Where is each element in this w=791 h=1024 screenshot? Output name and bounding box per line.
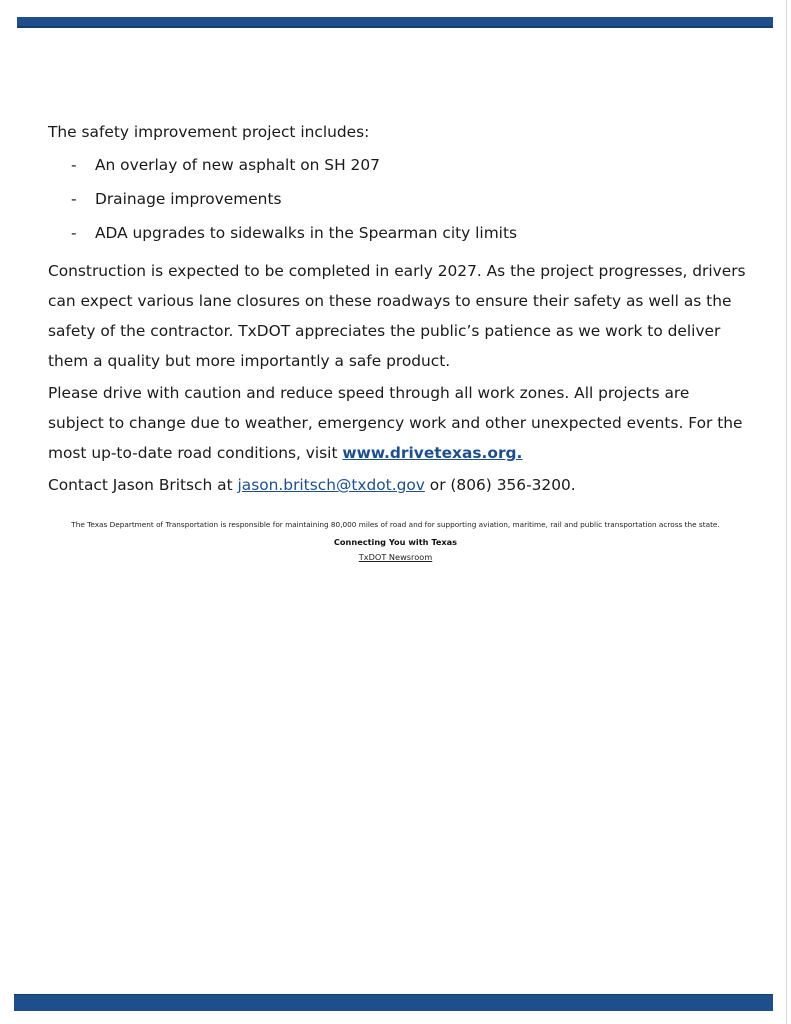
- newsroom-link[interactable]: TxDOT Newsroom: [358, 552, 433, 562]
- contact-line: [48, 470, 748, 500]
- email-link[interactable]: jason.britsch@txdot.gov: [237, 476, 425, 494]
- footer: [0, 518, 791, 564]
- list-item-text: An overlay of new asphalt on SH 207: [95, 156, 380, 174]
- list-item-text: ADA upgrades to sidewalks in the Spearman city limits: [95, 224, 518, 242]
- footer-tagline: Connecting You with Texas: [333, 537, 458, 547]
- construction-paragraph: Construction is expected to be completed in early 2027. As the project progresses, drivers can expect various lane closures on these roadways to ensure their safety as well as the safety of the contractor. TxDOT appreciates the public’s patience as we work to deliver them a quality but more importantly a safe product.: [48, 262, 746, 370]
- footer-bar: [14, 994, 773, 1011]
- list-item: [48, 184, 748, 218]
- body-content: [48, 117, 748, 500]
- header-bar: [17, 17, 773, 28]
- page-edge: [786, 0, 787, 1024]
- caution-text: Please drive with caution and reduce speed through all work zones. All projects are subject to change due to weather, emergency work and other unexpected events. For the most up-to-date road conditions, visit: [48, 384, 743, 462]
- contact-prefix: Contact Jason Britsch at: [48, 476, 238, 494]
- list-item: [48, 218, 748, 252]
- intro-text: The safety improvement project includes:: [48, 123, 370, 141]
- bullet-dash: -: [71, 224, 77, 242]
- bullet-dash: -: [71, 190, 77, 208]
- drivetexas-link[interactable]: www.drivetexas.org.: [342, 444, 523, 462]
- footer-note: The Texas Department of Transportation is responsible for maintaining 80,000 miles of road and for supporting aviation, maritime, rail and public transportation across the state.: [71, 520, 720, 529]
- caution-paragraph: [48, 378, 748, 468]
- project-list: [48, 150, 748, 252]
- bullet-dash: -: [71, 156, 77, 174]
- list-item-text: Drainage improvements: [95, 190, 282, 208]
- contact-suffix: or (806) 356-3200.: [424, 476, 576, 494]
- list-item: [48, 150, 748, 184]
